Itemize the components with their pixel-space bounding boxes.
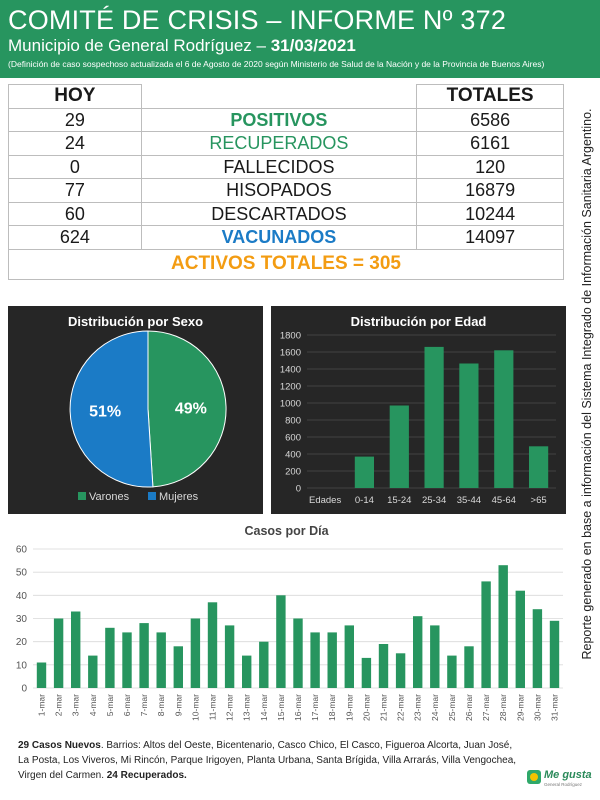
age-xtick-label: 0-14 <box>354 495 374 506</box>
daily-xtick-label: 24-mar <box>429 694 440 721</box>
daily-xtick-label: 20-mar <box>361 694 372 721</box>
daily-xtick-label: 12-mar <box>224 694 235 721</box>
daily-bar-9-mar <box>174 646 183 688</box>
recuperados-label: RECUPERADOS <box>141 132 417 156</box>
daily-bar-25-mar <box>447 656 456 688</box>
daily-bar-21-mar <box>379 644 388 688</box>
daily-xtick-label: 30-mar <box>532 694 543 721</box>
age-bar-25-34 <box>425 347 444 488</box>
vacunados-label: VACUNADOS <box>141 226 417 250</box>
source-side-note <box>578 84 596 684</box>
daily-xtick-label: 5-mar <box>104 694 115 717</box>
daily-xtick-label: 14-mar <box>258 694 269 721</box>
age-bar->65 <box>529 446 548 488</box>
daily-xtick-label: 2-mar <box>53 694 64 717</box>
report-title: COMITÉ DE CRISIS – INFORME Nº 372 <box>8 5 507 35</box>
hoy-cell: 60 <box>9 202 142 226</box>
legend-swatch-varones <box>78 492 86 500</box>
daily-ytick-label: 40 <box>15 590 27 602</box>
table-row <box>9 108 564 132</box>
daily-bar-10-mar <box>191 619 200 689</box>
daily-xtick-label: 15-mar <box>275 694 286 721</box>
daily-xtick-label: 9-mar <box>173 694 184 717</box>
daily-bar-14-mar <box>259 642 268 688</box>
age-xtick-label: 45-64 <box>491 495 516 506</box>
barrios-list: . Barrios: Altos del Oeste, Bicentenario, Casco Chico, El Casco, Figueroa Alcorta, Juan José, La Posta, Los Viveros, Mi Rincón, Parque Irigoyen, Planta Urbana, Santa Brígida, Villa Arrarás, Villa Vengochea, Virgen del Carmen. <box>18 740 517 781</box>
age-ytick-label: 1000 <box>279 398 301 410</box>
daily-bar-19-mar <box>345 625 354 688</box>
col-hoy-header: HOY <box>9 85 142 109</box>
daily-bar-1-mar <box>37 663 46 689</box>
age-ytick-label: 1600 <box>279 347 301 359</box>
legend-swatch-mujeres <box>148 492 156 500</box>
daily-bar-17-mar <box>310 632 319 688</box>
daily-bar-8-mar <box>157 632 166 688</box>
sex-chart-title: Distribución por Sexo <box>67 314 204 329</box>
legend-label-mujeres: Mujeres <box>159 491 199 503</box>
daily-xtick-label: 10-mar <box>190 694 201 721</box>
daily-bar-5-mar <box>105 628 114 688</box>
total-cell: 16879 <box>417 179 564 203</box>
age-bar-0-14 <box>355 457 374 488</box>
daily-xtick-label: 13-mar <box>241 694 252 721</box>
daily-bar-20-mar <box>362 658 371 688</box>
descartados-label: DESCARTADOS <box>141 202 417 226</box>
daily-xtick-label: 28-mar <box>498 694 509 721</box>
new-cases-count: 29 Casos Nuevos <box>18 740 101 751</box>
daily-xtick-label: 17-mar <box>310 694 321 721</box>
age-xtick-label: 15-24 <box>387 495 412 506</box>
daily-bar-23-mar <box>413 616 422 688</box>
hoy-cell: 77 <box>9 179 142 203</box>
municipality-label: Municipio de General Rodríguez – <box>8 36 271 55</box>
table-row <box>9 179 564 203</box>
daily-bar-29-mar <box>516 591 525 688</box>
hisopados-label: HISOPADOS <box>141 179 417 203</box>
pie-label-varones: 49% <box>174 400 207 418</box>
daily-xtick-label: 22-mar <box>395 694 406 721</box>
age-ytick-label: 1800 <box>279 330 301 342</box>
case-definition-note: (Definición de caso sospechoso actualizada el 6 de Agosto de 2020 según Ministerio de Salud de la Nación y de la Provincia de Buenos Aires) <box>8 59 545 69</box>
daily-bar-13-mar <box>242 656 251 688</box>
age-bar-35-44 <box>459 364 478 489</box>
total-cell: 14097 <box>417 226 564 250</box>
hoy-cell: 0 <box>9 155 142 179</box>
logo-text: Me gusta <box>544 769 592 781</box>
total-cell: 6161 <box>417 132 564 156</box>
age-ytick-label: 800 <box>285 415 301 427</box>
table-row <box>9 132 564 156</box>
daily-ytick-label: 50 <box>15 567 27 579</box>
age-xtick-label: >65 <box>530 495 547 506</box>
daily-xtick-label: 26-mar <box>464 694 474 721</box>
total-cell: 10244 <box>417 202 564 226</box>
footer-summary <box>18 738 518 783</box>
daily-xtick-label: 7-mar <box>139 694 150 717</box>
daily-bar-15-mar <box>276 595 285 688</box>
report-subtitle <box>8 36 592 56</box>
age-bar-15-24 <box>390 406 409 489</box>
daily-bar-2-mar <box>54 619 63 689</box>
positivos-label: POSITIVOS <box>141 108 417 132</box>
daily-xtick-label: 29-mar <box>515 694 526 721</box>
daily-xtick-label: 4-mar <box>87 694 98 717</box>
daily-chart-title: Casos por Día <box>244 524 329 538</box>
daily-ytick-label: 0 <box>21 683 27 695</box>
daily-xtick-label: 1-mar <box>36 694 47 717</box>
activos-row <box>9 249 564 279</box>
daily-bar-6-mar <box>122 632 131 688</box>
table-header-row <box>9 85 564 109</box>
activos-totales: ACTIVOS TOTALES = 305 <box>9 249 564 279</box>
daily-bar-22-mar <box>396 653 405 688</box>
daily-cases-panel <box>5 518 568 733</box>
daily-cases-chart <box>5 518 568 733</box>
hoy-cell: 29 <box>9 108 142 132</box>
daily-bar-31-mar <box>550 621 559 688</box>
age-ytick-label: 600 <box>285 432 301 444</box>
daily-bar-12-mar <box>225 625 234 688</box>
daily-ytick-label: 30 <box>15 614 27 625</box>
col-totales-header: TOTALES <box>417 85 564 109</box>
daily-bar-4-mar <box>88 656 97 688</box>
sex-distribution-panel <box>8 306 263 514</box>
me-gusta-logo <box>527 768 592 796</box>
age-ytick-label: 200 <box>285 466 301 478</box>
daily-xtick-label: 6-mar <box>122 694 132 717</box>
table-row <box>9 226 564 250</box>
col-label-header <box>141 85 417 109</box>
daily-bar-18-mar <box>328 632 337 688</box>
table-row <box>9 155 564 179</box>
total-cell: 120 <box>417 155 564 179</box>
fallecidos-label: FALLECIDOS <box>141 155 417 179</box>
daily-xtick-label: 19-mar <box>344 694 355 721</box>
daily-xtick-label: 8-mar <box>156 694 167 717</box>
hoy-cell: 624 <box>9 226 142 250</box>
recovered-count: 24 Recuperados. <box>106 770 187 781</box>
source-side-text: Reporte generado en base a información del Sistema Integrado de Información Sanitaria Argentino. <box>580 108 594 660</box>
daily-ytick-label: 10 <box>15 660 27 672</box>
total-cell: 6586 <box>417 108 564 132</box>
table-row <box>9 202 564 226</box>
daily-xtick-label: 11-mar <box>207 694 218 721</box>
hoy-cell: 24 <box>9 132 142 156</box>
daily-xtick-label: 25-mar <box>446 694 457 721</box>
age-ytick-label: 1200 <box>279 381 301 393</box>
daily-xtick-label: 18-mar <box>327 694 338 721</box>
age-bar-45-64 <box>494 350 513 488</box>
stats-table <box>8 84 564 280</box>
daily-xtick-label: 3-mar <box>70 694 81 717</box>
daily-xtick-label: 23-mar <box>412 694 423 721</box>
daily-bar-28-mar <box>499 565 508 688</box>
legend-label-varones: Varones <box>89 491 130 503</box>
age-xtick-label: 25-34 <box>421 495 447 506</box>
daily-bar-30-mar <box>533 609 542 688</box>
logo-subtext: General Rodríguez <box>544 782 583 787</box>
daily-bar-26-mar <box>464 646 473 688</box>
daily-xtick-label: 21-mar <box>378 694 389 721</box>
age-ytick-label: 400 <box>285 449 301 461</box>
age-xaxis-label: Edades <box>309 495 342 506</box>
age-distribution-panel <box>271 306 566 514</box>
report-date: 31/03/2021 <box>270 36 356 55</box>
daily-bar-27-mar <box>481 581 490 688</box>
daily-bar-11-mar <box>208 602 217 688</box>
daily-bar-24-mar <box>430 625 439 688</box>
daily-ytick-label: 20 <box>15 637 27 649</box>
age-chart-title: Distribución por Edad <box>350 314 487 329</box>
heart-logo-icon <box>527 770 541 784</box>
age-xtick-label: 35-44 <box>456 495 482 506</box>
age-ytick-label: 0 <box>295 483 301 495</box>
daily-bar-3-mar <box>71 612 80 689</box>
daily-bar-16-mar <box>293 619 302 689</box>
daily-bar-7-mar <box>139 623 148 688</box>
daily-ytick-label: 60 <box>15 544 27 556</box>
daily-xtick-label: 27-mar <box>481 694 492 721</box>
pie-label-mujeres: 51% <box>89 403 122 421</box>
daily-xtick-label: 16-mar <box>293 694 303 721</box>
daily-xtick-label: 31-mar <box>549 694 560 721</box>
age-bar-chart <box>271 306 566 514</box>
report-header <box>0 0 600 78</box>
sex-pie-chart <box>8 306 263 514</box>
age-ytick-label: 1400 <box>279 364 301 376</box>
